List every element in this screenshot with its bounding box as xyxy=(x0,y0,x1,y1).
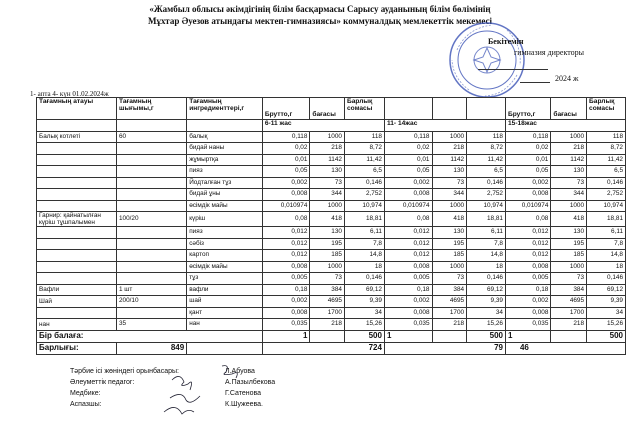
value-cell: 73 xyxy=(310,177,345,189)
totals-sum-2: 79 xyxy=(384,342,505,354)
age-group-1: 6-11 жас xyxy=(262,120,384,132)
dish-name-cell: Гарнир: қайнатылған күріш тұшпалымен xyxy=(37,212,117,227)
official-seal xyxy=(447,20,527,100)
header-line-2: Мұхтар Әуезов атындағы мектеп-гимназиясы» коммуналдық мемлекеттік мекемесі xyxy=(148,16,492,26)
value-cell: 18,81 xyxy=(587,212,626,227)
value-cell: 218 xyxy=(551,143,587,155)
portion-cell: 200/10 xyxy=(116,296,186,308)
value-cell: 130 xyxy=(551,166,587,178)
value-cell: 0,035 xyxy=(384,319,432,331)
col-price-1: бағасы xyxy=(310,98,345,120)
value-cell: 0,002 xyxy=(505,296,550,308)
col-price-3: бағасы xyxy=(551,98,587,120)
table-row xyxy=(37,319,626,331)
value-cell: 0,012 xyxy=(262,238,310,250)
dish-name-cell xyxy=(37,177,117,189)
per-child-total-2: 500 xyxy=(467,330,506,342)
ingredient-cell: өсімдік майы xyxy=(187,200,263,212)
value-cell: 6,11 xyxy=(344,227,384,239)
value-cell: 11,42 xyxy=(587,154,626,166)
value-cell: 0,146 xyxy=(344,273,384,285)
value-cell: 4695 xyxy=(310,296,345,308)
value-cell: 1700 xyxy=(551,307,587,319)
value-cell: 14,8 xyxy=(587,250,626,262)
value-cell: 8,72 xyxy=(467,143,506,155)
portion-cell xyxy=(116,189,186,201)
value-cell: 73 xyxy=(551,177,587,189)
dish-name-cell xyxy=(37,189,117,201)
value-cell: 0,18 xyxy=(262,284,310,296)
value-cell: 18 xyxy=(467,261,506,273)
per-child-total-3: 500 xyxy=(587,330,626,342)
approval-year: 2024 ж xyxy=(555,74,579,83)
value-cell: 1000 xyxy=(432,261,467,273)
value-cell: 0,118 xyxy=(262,131,310,143)
ingredient-cell: тұз xyxy=(187,273,263,285)
value-cell: 0,012 xyxy=(384,238,432,250)
dish-name-cell: Вафли xyxy=(37,284,117,296)
value-cell: 0,08 xyxy=(505,212,550,227)
value-cell: 185 xyxy=(551,250,587,262)
value-cell: 384 xyxy=(310,284,345,296)
signature-line xyxy=(478,61,548,70)
per-child-total-1: 500 xyxy=(344,330,384,342)
age-group-2: 11- 14жас xyxy=(384,120,505,132)
dish-name-cell xyxy=(37,154,117,166)
portion-cell xyxy=(116,238,186,250)
totals-sum-1: 724 xyxy=(262,342,384,354)
dish-name-cell xyxy=(37,227,117,239)
value-cell: 118 xyxy=(467,131,506,143)
value-cell: 418 xyxy=(551,212,587,227)
ingredient-cell: сәбіз xyxy=(187,238,263,250)
table-row xyxy=(37,250,626,262)
value-cell: 15,26 xyxy=(587,319,626,331)
value-cell: 1142 xyxy=(432,154,467,166)
col-portion: Тағамның шығымы,г xyxy=(116,98,186,120)
value-cell: 0,005 xyxy=(384,273,432,285)
value-cell: 0,118 xyxy=(384,131,432,143)
value-cell: 0,012 xyxy=(384,250,432,262)
value-cell: 0,012 xyxy=(262,250,310,262)
table-row xyxy=(37,227,626,239)
value-cell: 130 xyxy=(310,227,345,239)
value-cell: 69,12 xyxy=(344,284,384,296)
ingredient-cell: күріш xyxy=(187,212,263,227)
value-cell: 1000 xyxy=(551,200,587,212)
totals-label: Барлығы: xyxy=(37,342,117,354)
per-child-label: Бір балаға: xyxy=(37,330,263,342)
value-cell: 18 xyxy=(344,261,384,273)
value-cell: 130 xyxy=(432,227,467,239)
value-cell: 7,8 xyxy=(587,238,626,250)
value-cell: 218 xyxy=(551,319,587,331)
value-cell: 6,5 xyxy=(467,166,506,178)
ingredient-cell: вафли xyxy=(187,284,263,296)
dish-name-cell xyxy=(37,307,117,319)
dish-name-cell xyxy=(37,238,117,250)
value-cell: 1000 xyxy=(310,200,345,212)
value-cell: 0,035 xyxy=(505,319,550,331)
ingredient-cell: пияз xyxy=(187,227,263,239)
value-cell: 0,012 xyxy=(384,227,432,239)
dish-name-cell: нан xyxy=(37,319,117,331)
value-cell: 0,05 xyxy=(384,166,432,178)
table-row xyxy=(37,177,626,189)
col-ingredient: Тағамның ингредиенттері,г xyxy=(187,98,263,120)
table-row xyxy=(37,296,626,308)
value-cell: 0,002 xyxy=(384,296,432,308)
value-cell: 73 xyxy=(432,177,467,189)
value-cell: 0,01 xyxy=(262,154,310,166)
value-cell: 418 xyxy=(432,212,467,227)
ingredient-cell: пияз xyxy=(187,166,263,178)
per-child-count-1: 1 xyxy=(262,330,310,342)
value-cell: 118 xyxy=(587,131,626,143)
value-cell: 0,01 xyxy=(505,154,550,166)
table-row xyxy=(37,131,626,143)
col-brutto-1: Брутто,г xyxy=(262,98,310,120)
portion-cell xyxy=(116,143,186,155)
value-cell: 218 xyxy=(432,143,467,155)
value-cell: 8,72 xyxy=(344,143,384,155)
value-cell: 6,5 xyxy=(587,166,626,178)
table-row xyxy=(37,154,626,166)
table-row xyxy=(37,212,626,227)
value-cell: 0,010974 xyxy=(262,200,310,212)
value-cell: 73 xyxy=(551,273,587,285)
dish-name-cell xyxy=(37,250,117,262)
value-cell: 0,008 xyxy=(384,189,432,201)
value-cell: 0,02 xyxy=(384,143,432,155)
portion-cell: 100/20 xyxy=(116,212,186,227)
value-cell: 15,26 xyxy=(467,319,506,331)
value-cell: 6,5 xyxy=(344,166,384,178)
approve-word: Бекітемін xyxy=(488,37,524,46)
value-cell: 0,146 xyxy=(587,273,626,285)
value-cell: 34 xyxy=(467,307,506,319)
col-total-3: Барлық сомасы xyxy=(587,98,626,120)
value-cell: 0,08 xyxy=(262,212,310,227)
value-cell: 1142 xyxy=(310,154,345,166)
value-cell: 0,008 xyxy=(505,261,550,273)
value-cell: 130 xyxy=(432,166,467,178)
value-cell: 69,12 xyxy=(467,284,506,296)
value-cell: 4695 xyxy=(551,296,587,308)
value-cell: 7,8 xyxy=(467,238,506,250)
value-cell: 0,002 xyxy=(262,177,310,189)
dish-name-cell xyxy=(37,273,117,285)
value-cell: 0,01 xyxy=(384,154,432,166)
ingredient-cell: Йодталған тұз xyxy=(187,177,263,189)
value-cell: 118 xyxy=(344,131,384,143)
portion-cell xyxy=(116,307,186,319)
ingredient-cell: картоп xyxy=(187,250,263,262)
value-cell: 418 xyxy=(310,212,345,227)
dish-name-cell xyxy=(37,200,117,212)
value-cell: 34 xyxy=(344,307,384,319)
value-cell: 0,002 xyxy=(262,296,310,308)
age-group-3: 15-18жас xyxy=(505,120,625,132)
value-cell: 0,02 xyxy=(262,143,310,155)
value-cell: 0,005 xyxy=(505,273,550,285)
value-cell: 11,42 xyxy=(467,154,506,166)
per-child-count-2: 1 xyxy=(384,330,432,342)
table-row xyxy=(37,307,626,319)
value-cell: 6,11 xyxy=(587,227,626,239)
value-cell: 1000 xyxy=(551,131,587,143)
value-cell: 15,26 xyxy=(344,319,384,331)
value-cell: 14,8 xyxy=(467,250,506,262)
portion-cell: 35 xyxy=(116,319,186,331)
table-row xyxy=(37,200,626,212)
value-cell: 10,974 xyxy=(587,200,626,212)
value-cell: 218 xyxy=(310,143,345,155)
value-cell: 14,8 xyxy=(344,250,384,262)
signature-row: Тәрбие ісі жөніндегі орынбасары: Л.Абуова xyxy=(70,368,255,375)
totals-sum-3: 46 xyxy=(505,342,625,354)
value-cell: 73 xyxy=(432,273,467,285)
table-row xyxy=(37,273,626,285)
approver-title: гимназия директоры xyxy=(514,48,585,57)
value-cell: 4695 xyxy=(432,296,467,308)
value-cell: 0,008 xyxy=(505,189,550,201)
value-cell: 0,118 xyxy=(505,131,550,143)
signature-row: Аспазшы: К.Шужеева. xyxy=(70,401,263,408)
value-cell: 218 xyxy=(310,319,345,331)
value-cell: 1000 xyxy=(432,200,467,212)
table-row xyxy=(37,189,626,201)
value-cell: 384 xyxy=(551,284,587,296)
value-cell: 18 xyxy=(587,261,626,273)
portion-cell: 60 xyxy=(116,131,186,143)
dish-name-cell xyxy=(37,261,117,273)
value-cell: 218 xyxy=(432,319,467,331)
value-cell: 130 xyxy=(310,166,345,178)
portion-cell xyxy=(116,166,186,178)
handwritten-signatures xyxy=(160,362,250,418)
value-cell: 195 xyxy=(551,238,587,250)
value-cell: 1000 xyxy=(310,261,345,273)
value-cell: 384 xyxy=(432,284,467,296)
value-cell: 0,008 xyxy=(505,307,550,319)
value-cell: 0,008 xyxy=(262,261,310,273)
table-row xyxy=(37,143,626,155)
value-cell: 6,11 xyxy=(467,227,506,239)
value-cell: 0,02 xyxy=(505,143,550,155)
value-cell: 0,012 xyxy=(505,227,550,239)
value-cell: 0,146 xyxy=(344,177,384,189)
per-child-count-3: 1 xyxy=(505,330,550,342)
value-cell: 344 xyxy=(432,189,467,201)
value-cell: 195 xyxy=(310,238,345,250)
value-cell: 0,146 xyxy=(587,177,626,189)
ingredient-cell: балық xyxy=(187,131,263,143)
value-cell: 1142 xyxy=(551,154,587,166)
value-cell: 0,05 xyxy=(262,166,310,178)
date-blank xyxy=(520,74,550,83)
value-cell: 9,39 xyxy=(467,296,506,308)
ingredient-cell: өсімдік майы xyxy=(187,261,263,273)
ingredient-cell: бидай наны xyxy=(187,143,263,155)
portion-cell xyxy=(116,261,186,273)
value-cell: 73 xyxy=(310,273,345,285)
value-cell: 0,005 xyxy=(262,273,310,285)
col-brutto-3: Брутто,г xyxy=(505,98,550,120)
value-cell: 0,002 xyxy=(505,177,550,189)
value-cell: 0,18 xyxy=(505,284,550,296)
table-row xyxy=(37,261,626,273)
value-cell: 0,008 xyxy=(384,307,432,319)
value-cell: 0,010974 xyxy=(505,200,550,212)
portion-cell: 1 шт xyxy=(116,284,186,296)
value-cell: 8,72 xyxy=(587,143,626,155)
ingredient-cell: қант xyxy=(187,307,263,319)
table-row xyxy=(37,238,626,250)
value-cell: 18,81 xyxy=(344,212,384,227)
value-cell: 0,008 xyxy=(262,307,310,319)
value-cell: 1000 xyxy=(551,261,587,273)
value-cell: 34 xyxy=(587,307,626,319)
portion-cell xyxy=(116,273,186,285)
table-row xyxy=(37,166,626,178)
value-cell: 2,752 xyxy=(344,189,384,201)
value-cell: 2,752 xyxy=(587,189,626,201)
menu-table xyxy=(36,97,626,355)
value-cell: 10,974 xyxy=(344,200,384,212)
ingredient-cell: бидай ұны xyxy=(187,189,263,201)
value-cell: 0,010974 xyxy=(384,200,432,212)
value-cell: 1700 xyxy=(310,307,345,319)
value-cell: 130 xyxy=(551,227,587,239)
signature-row: Медбике: Г.Сатенова xyxy=(70,390,262,397)
value-cell: 2,752 xyxy=(467,189,506,201)
value-cell: 185 xyxy=(432,250,467,262)
ingredient-cell: нан xyxy=(187,319,263,331)
value-cell: 344 xyxy=(551,189,587,201)
value-cell: 195 xyxy=(432,238,467,250)
value-cell: 0,035 xyxy=(262,319,310,331)
value-cell: 18,81 xyxy=(467,212,506,227)
value-cell: 0,146 xyxy=(467,273,506,285)
value-cell: 0,008 xyxy=(262,189,310,201)
value-cell: 0,008 xyxy=(384,261,432,273)
portion-cell xyxy=(116,177,186,189)
value-cell: 0,18 xyxy=(384,284,432,296)
portion-cell xyxy=(116,154,186,166)
value-cell: 0,012 xyxy=(505,250,550,262)
value-cell: 9,39 xyxy=(587,296,626,308)
value-cell: 0,05 xyxy=(505,166,550,178)
value-cell: 0,002 xyxy=(384,177,432,189)
portion-cell xyxy=(116,200,186,212)
dish-name-cell xyxy=(37,166,117,178)
ingredient-cell: жұмыртқа xyxy=(187,154,263,166)
value-cell: 0,012 xyxy=(505,238,550,250)
signature-row: Әлеуметтік педагог: А.Пазылбекова xyxy=(70,379,276,386)
value-cell: 1700 xyxy=(432,307,467,319)
dish-name-cell xyxy=(37,143,117,155)
value-cell: 0,08 xyxy=(384,212,432,227)
col-total-1: Барлық сомасы xyxy=(344,98,384,120)
value-cell: 9,39 xyxy=(344,296,384,308)
totals-count: 849 xyxy=(116,342,186,354)
portion-cell xyxy=(116,227,186,239)
value-cell: 185 xyxy=(310,250,345,262)
value-cell: 1000 xyxy=(432,131,467,143)
value-cell: 69,12 xyxy=(587,284,626,296)
value-cell: 7,8 xyxy=(344,238,384,250)
date-line: 1- апта 4- күн 01.02.2024ж xyxy=(30,90,109,98)
ingredient-cell: шай xyxy=(187,296,263,308)
value-cell: 0,146 xyxy=(467,177,506,189)
value-cell: 344 xyxy=(310,189,345,201)
dish-name-cell: Балық котлеті xyxy=(37,131,117,143)
portion-cell xyxy=(116,250,186,262)
value-cell: 11,42 xyxy=(344,154,384,166)
col-dish: Тағамның атауы xyxy=(37,98,117,120)
header-line-1: «Жамбыл облысы әкімдігінің білім басқармасы Сарысу ауданының білім бөлімінің xyxy=(149,4,491,14)
dish-name-cell: Шай xyxy=(37,296,117,308)
value-cell: 0,012 xyxy=(262,227,310,239)
table-row xyxy=(37,284,626,296)
value-cell: 1000 xyxy=(310,131,345,143)
value-cell: 10,974 xyxy=(467,200,506,212)
